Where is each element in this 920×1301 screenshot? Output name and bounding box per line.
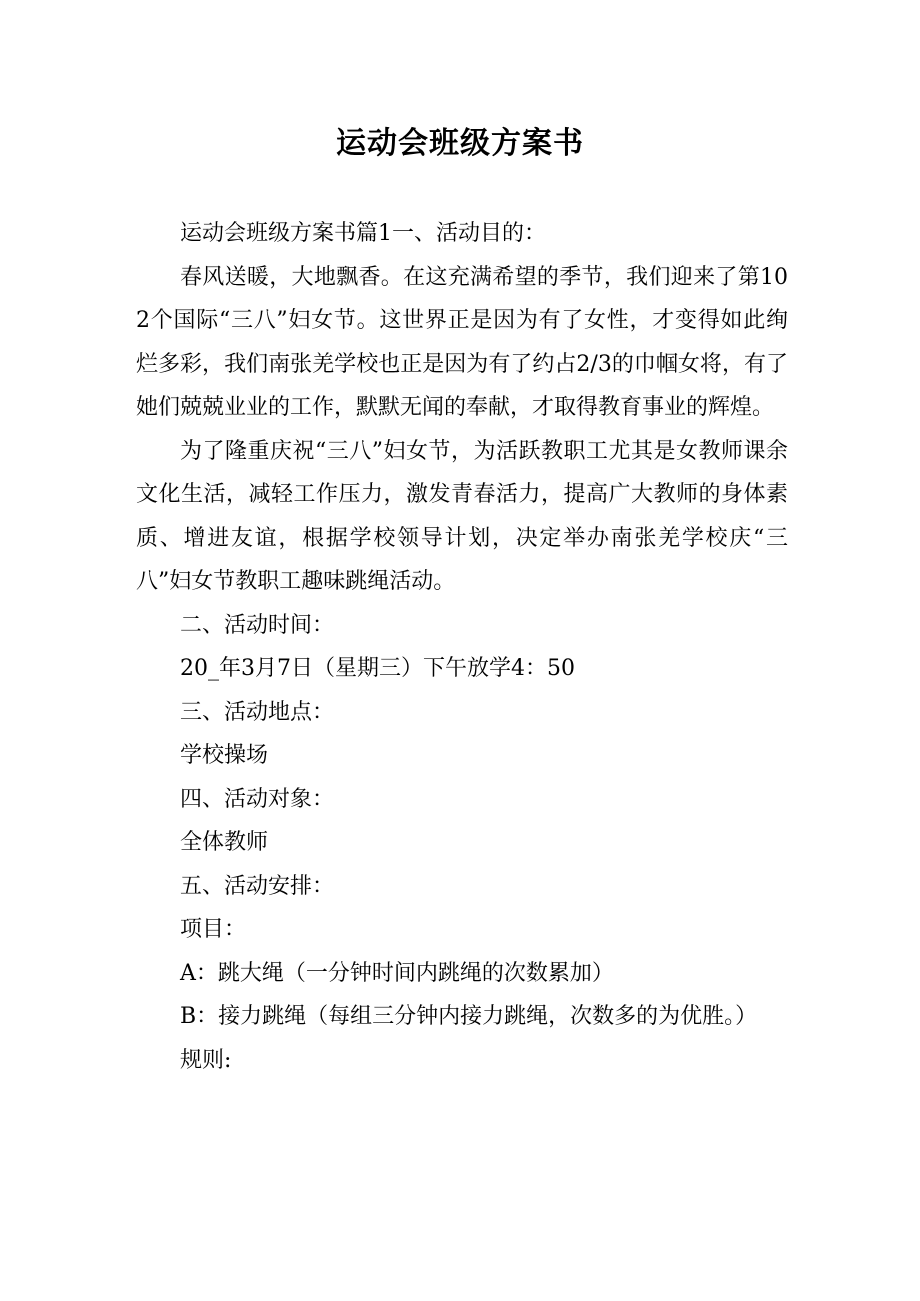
paragraph-celebration: 为了隆重庆祝“三八”妇女节，为活跃教职工尤其是女教师课余文化生活，减轻工作压力，激发青春活力，提高广大教师的身体素质、增进友谊，根据学校领导计划，决定举办南张羌学校庆“三八”妇女节教职工趣味跳绳活动。 — [136, 438, 788, 594]
items-label: 项目： — [180, 917, 247, 942]
heading-activity-time: 二、活动时间： — [180, 612, 335, 638]
heading-activity-arrangement: 五、活动安排： — [180, 873, 335, 899]
activity-target-value: 全体教师 — [180, 830, 269, 855]
heading-activity-location: 三、活动地点： — [180, 699, 335, 725]
page-title: 运动会班级方案书 — [336, 126, 584, 161]
heading-activity-target: 四、活动对象： — [180, 786, 335, 812]
paragraph-purpose: 春风送暖，大地飘香。在这充满希望的季节，我们迎来了第102个国际“三八”妇女节。这世界正是因为有了女性，才变得如此绚烂多彩，我们南张羌学校也正是因为有了约占2/3的巾帼女将，有了她们兢兢业业的工作，默默无闻的奉献，才取得教育事业的辉煌。 — [136, 264, 788, 420]
document-body — [136, 212, 788, 1082]
item-a: A：跳大绳（一分钟时间内跳绳的次数累加） — [180, 960, 614, 986]
paragraph-intro: 运动会班级方案书篇1一、活动目的： — [180, 221, 546, 246]
activity-time-value: 20_年3月7日（星期三）下午放学4：50 — [180, 656, 575, 681]
rules-label: 规则: — [180, 1047, 232, 1073]
item-b: B：接力跳绳（每组三分钟内接力跳绳，次数多的为优胜。） — [180, 1004, 758, 1029]
activity-location-value: 学校操场 — [180, 743, 269, 768]
